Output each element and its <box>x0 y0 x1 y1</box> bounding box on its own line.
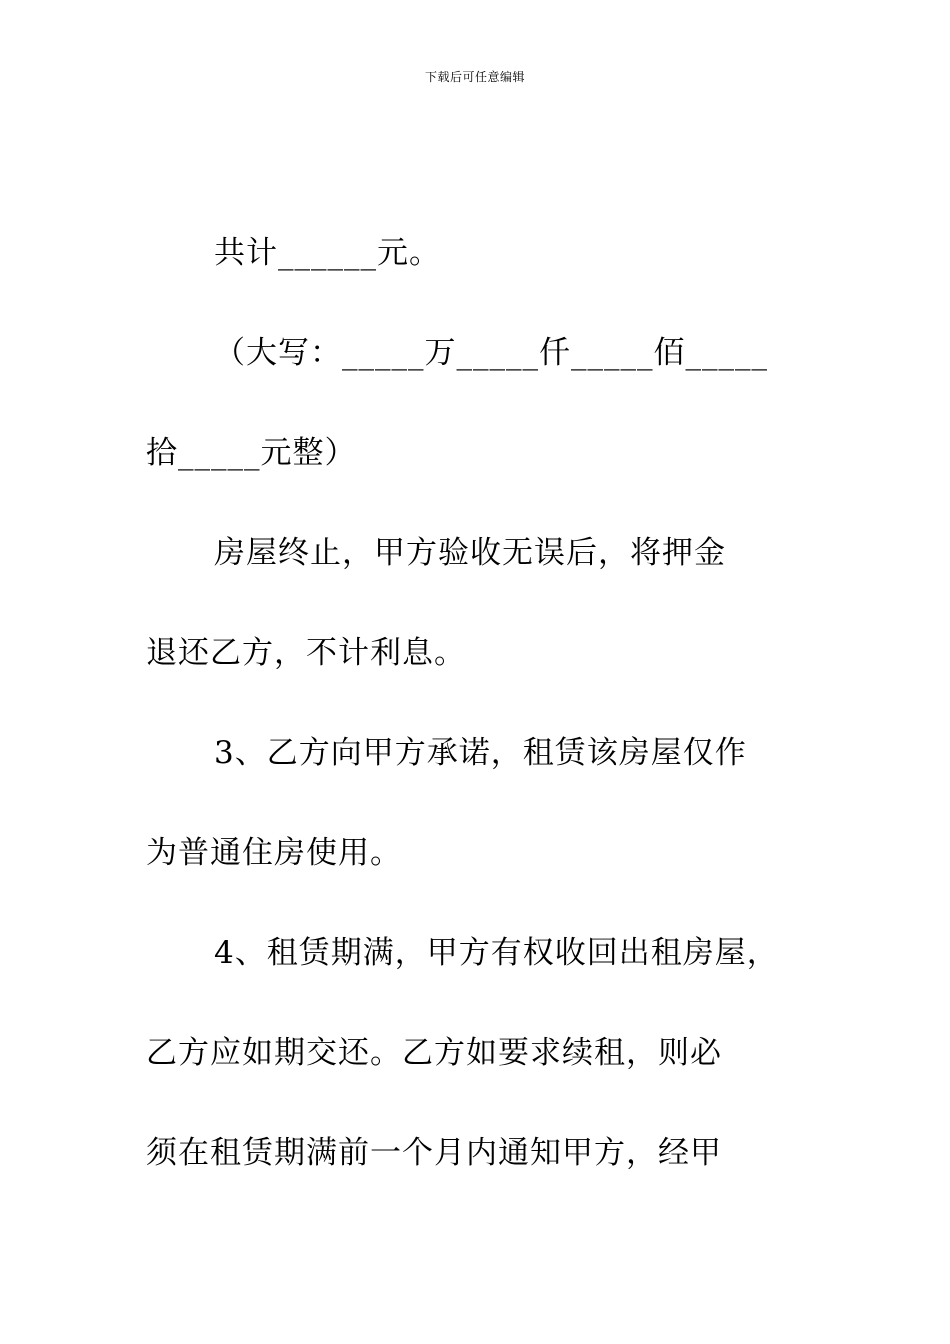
amount-in-words-continuation: 拾_____元整） <box>146 435 357 471</box>
clause-3-continuation: 为普通住房使用。 <box>146 835 402 871</box>
deposit-return-line: 房屋终止，甲方验收无误后，将押金 <box>214 535 726 571</box>
total-amount-line: 共计______元。 <box>214 235 441 271</box>
clause-3-line: 3、乙方向甲方承诺，租赁该房屋仅作 <box>214 735 747 771</box>
deposit-return-continuation: 退还乙方，不计利息。 <box>146 635 466 671</box>
clause-4-line: 4、租赁期满，甲方有权收回出租房屋， <box>214 935 779 971</box>
amount-in-words-line: （大写：_____万_____仟_____佰_____ <box>214 335 768 371</box>
page-header: 下载后可任意编辑 <box>424 70 525 84</box>
clause-4-continuation-1: 乙方应如期交还。乙方如要求续租，则必 <box>146 1035 722 1071</box>
clause-4-continuation-2: 须在租赁期满前一个月内通知甲方，经甲 <box>146 1135 722 1171</box>
